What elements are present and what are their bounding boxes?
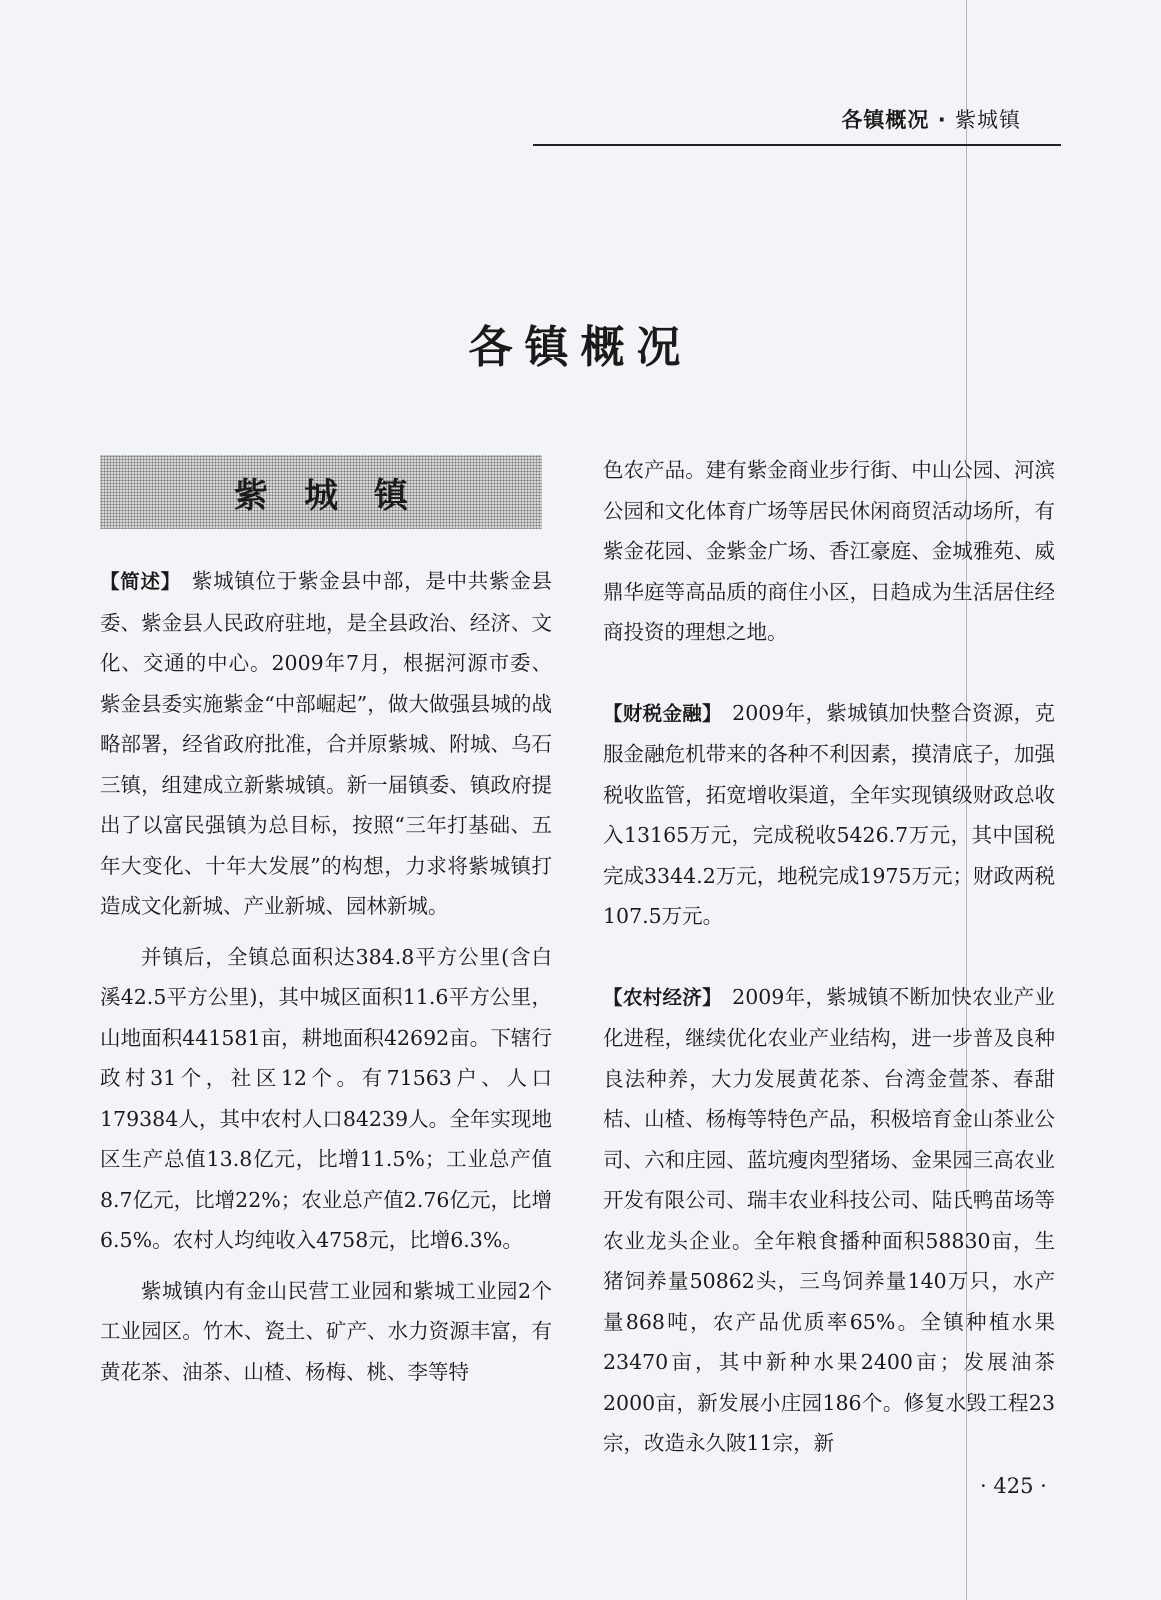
- running-head: [841, 104, 1021, 134]
- finance-tag: 【财税金融】: [603, 701, 722, 725]
- overview-tag: 【简述】: [100, 570, 181, 593]
- continuation-paragraph: 色农产品。建有紫金商业步行街、中山公园、河滨公园和文化体育广场等居民休闲商贸活动场所，有紫金花园、金紫金广场、香江豪庭、金城雅苑、威鼎华庭等高品质的商住小区，日趋成为生活居住经商投资的理想之地。: [603, 458, 1055, 644]
- section-banner: [100, 455, 542, 529]
- statistics-paragraph: 并镇后，全镇总面积达384.8平方公里(含白溪42.5平方公里)，其中城区面积11.6平方公里，山地面积441581亩，耕地面积42692亩。下辖行政村31个，社区12个。有71563户、人口179384人，其中农村人口84239人。全年实现地区生产总值13.8亿元，比增11.5%；工业总产值8.7亿元，比增22%；农业总产值2.76亿元，比增6.5%。农村人均纯收入4758元，比增6.3%。: [100, 944, 552, 1252]
- rural-economy-text: 2009年，紫城镇不断加快农业产业化进程，继续优化农业产业结构，进一步普及良种良法种养，大力发展黄花茶、台湾金萱茶、春甜桔、山楂、杨梅等特色产品，积极培育金山茶业公司、六和庄园、蓝坑瘦肉型猪场、金果园三高农业开发有限公司、瑞丰农业科技公司、陆氏鸭苗场等农业龙头企业。全年粮食播种面积58830亩，生猪饲养量50862头，三鸟饲养量140万只，水产量868吨，农产品优质率65%。全镇种植水果23470亩，其中新种水果2400亩；发展油茶2000亩，新发展小庄园186个。修复水毁工程23宗，改造永久陂11宗，新: [603, 984, 1055, 1455]
- section-title: 紫城镇: [234, 475, 444, 516]
- overview-paragraph: [100, 561, 552, 927]
- finance-paragraph: [603, 693, 1055, 937]
- right-column: [603, 450, 1055, 1464]
- left-column: [100, 561, 552, 1392]
- running-head-separator: ·: [929, 108, 955, 132]
- rural-economy-paragraph: [603, 977, 1055, 1464]
- page-number: · 425 ·: [980, 1474, 1047, 1498]
- running-head-subsection: 紫城镇: [955, 108, 1021, 132]
- chapter-title: 各镇概况: [468, 322, 693, 374]
- finance-text: 2009年，紫城镇加快整合资源，克服金融危机带来的各种不利因素，摸清底子，加强税收监管，拓宽增收渠道，全年实现镇级财政总收入13165万元，完成税收5426.7万元，其中国税完成3344.2万元，地税完成1975万元；财政两税107.5万元。: [603, 700, 1055, 928]
- industry-paragraph: 紫城镇内有金山民营工业园和紫城工业园2个工业园区。竹木、瓷土、矿产、水力资源丰富，有黄花茶、油茶、山楂、杨梅、桃、李等特: [100, 1278, 552, 1384]
- rural-economy-tag: 【农村经济】: [603, 985, 722, 1009]
- header-rule: [533, 144, 1061, 146]
- overview-text: 紫城镇位于紫金县中部，是中共紫金县委、紫金县人民政府驻地，是全县政治、经济、文化、交通的中心。2009年7月，根据河源市委、紫金县委实施紫金“中部崛起”，做大做强县城的战略部署，经省政府批准，合并原紫城、附城、乌石三镇，组建成立新紫城镇。新一届镇委、镇政府提出了以富民强镇为总目标，按照“三年打基础、五年大变化、十年大发展”的构想，力求将紫城镇打造成文化新城、产业新城、园林新城。: [100, 569, 552, 918]
- running-head-section: 各镇概况: [841, 108, 930, 132]
